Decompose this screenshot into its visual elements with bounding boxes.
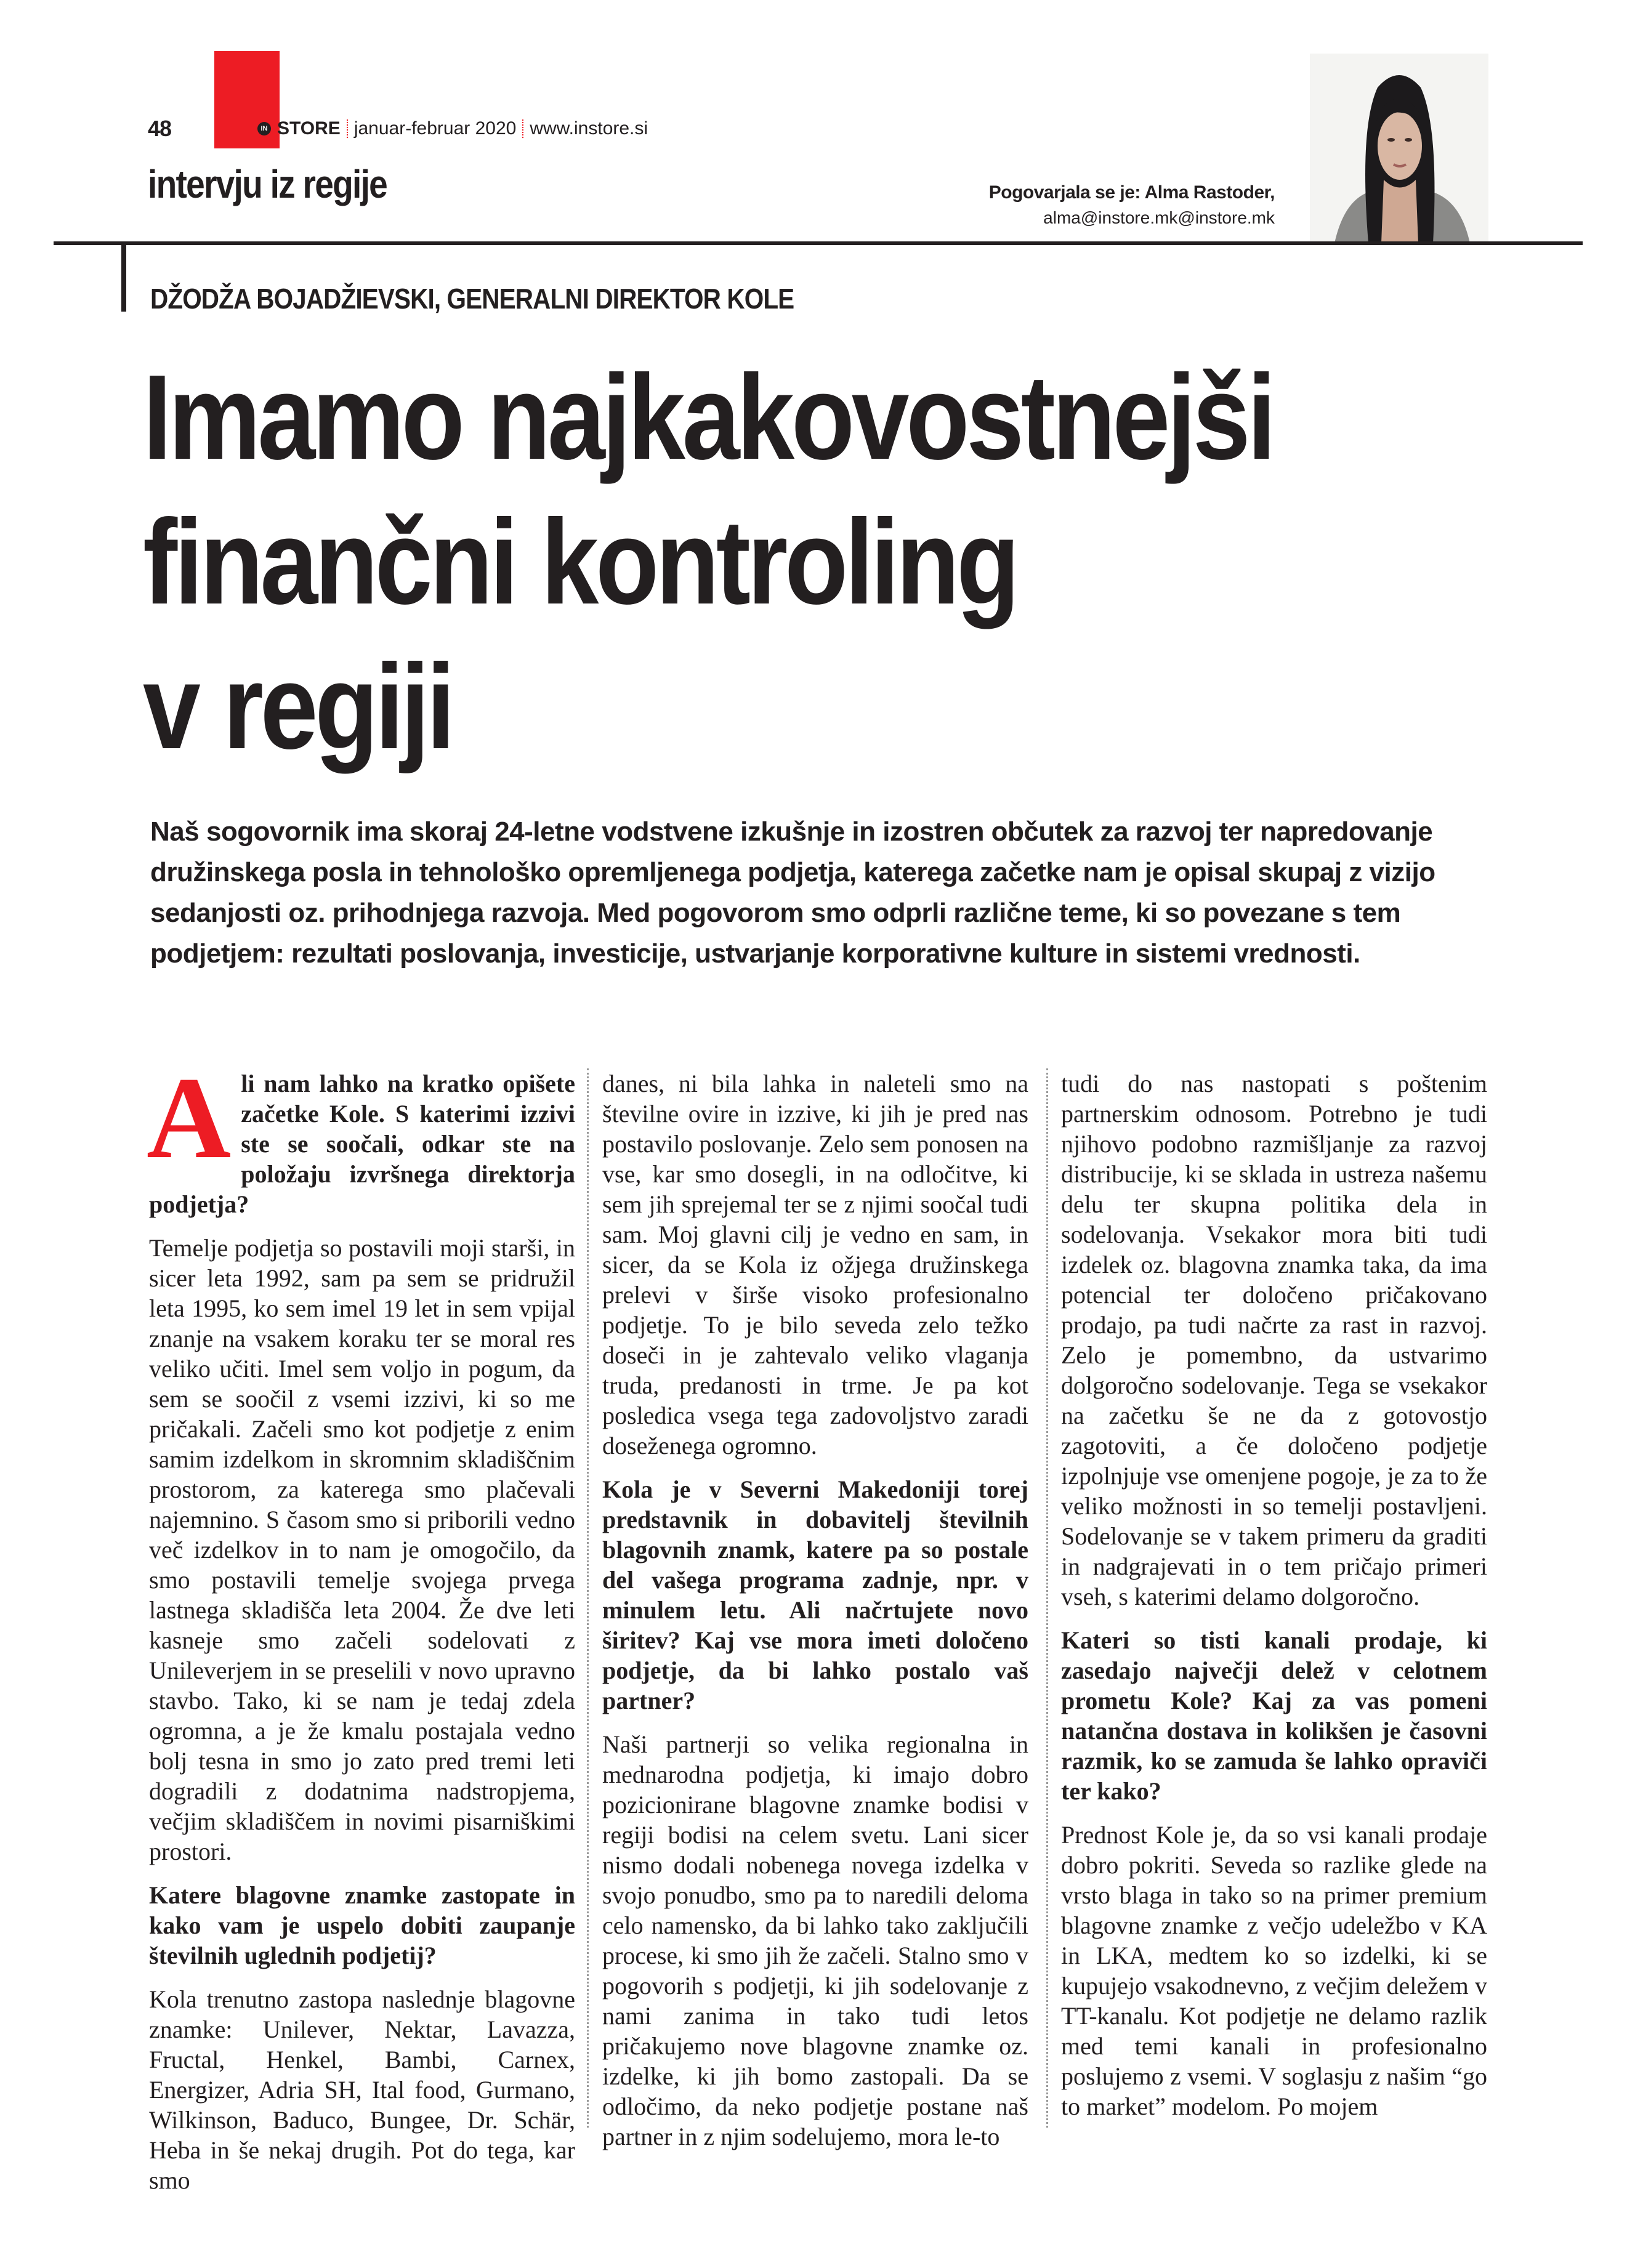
- interview-answer: Prednost Kole je, da so vsi kanali prodaje dobro pokriti. Seveda so razlike glede na vrsto blaga in tako so na primer premium blagovne znamke z večjo udeležbo v KA in LKA, medtem ko so izdelki, ki se kupujejo vsakodnevno, z večjim deležem v TT-kanalu. Kot podjetje ne delamo razlik med temi kanali in profesionalno poslujemo z vsemi. V soglasju z našim “go to market” modelom. Po mojem: [1061, 1821, 1487, 2120]
- article-lead: Naš sogovornik ima skoraj 24-letne vodstvene izkušnje in izostren občutek za razvoj ter napredovanje družinskega posla in tehnološko opremljenega podjetja, katerega začetke nam je opisal skupaj z vizijo sedanjosti oz. prihodnjega razvoja. Med pogovorom smo odprli različne teme, ki so povezane s tem podjetjem: rezultati poslovanja, investicije, ustvarjanje korporativne kulture in sistemi vrednosti.: [150, 817, 1435, 969]
- masthead: [257, 118, 648, 139]
- website-link[interactable]: www.instore.si: [530, 118, 648, 139]
- article-title: [143, 345, 1273, 779]
- article-column-3: [1061, 1068, 1487, 2134]
- column-divider: [1046, 1068, 1048, 2128]
- interview-answer: Temelje podjetja so postavili moji starši, in sicer leta 1992, sam pa sem se pridružil leta 1995, ko sem imel 19 let in sem vpijal znanje na vsakem koraku ter se moral res veliko učiti. Imel sem voljo in pogum, da sem se soočil z vsemi izzivi, ki so me pričakali. Začeli smo kot podjetje z enim samim izdelkom in skromnim skladiščnim prostorom, za katerega smo plačevali najemnino. S časom smo si priborili vedno več izdelkov in to nam je omogočilo, da smo postavili temelje svojega prvega lastnega skladišča leta 2004. Že dve leti kasneje smo začeli sodelovati z Unileverjem in se preselili v novo upravno stavbo. Tako, ki se nam je tedaj zdela ogromna, a je že kmalu postajala vedno bolj tesna in smo jo zato pred tremi leti dogradili z dodatnima nadstropjema, večjim skladiščem in novimi pisarniškimi prostori.: [149, 1234, 575, 1865]
- header-rule: [54, 241, 1583, 245]
- divider: [347, 119, 348, 138]
- logo-store-text: STORE: [277, 118, 341, 139]
- title-line: v regiji: [143, 639, 453, 774]
- interview-answer: danes, ni bila lahka in naleteli smo na številne ovire in izzive, ki jih je pred nas postavilo poslovanje. Zelo sem ponosen na vse, kar smo dosegli, in na odločitve, ki sem jih sprejemal ter se z njimi soočal tudi sam. Moj glavni cilj je vedno en sam, in sicer, da se Kola iz ožjega družinskega prelevi v širše visoko profesionalno podjetje. To je bilo seveda zelo težko doseči in je zahtevalo veliko vlaganja truda, predanosti in trme. Je pa kot posledica vsega tega zadovoljstvo zaradi doseženega ogromno.: [602, 1070, 1028, 1459]
- title-line: Imamo najkakovostnejši: [143, 350, 1274, 485]
- author-email[interactable]: alma@instore.mk@instore.mk: [1043, 208, 1275, 227]
- interview-answer: Naši partnerji so velika regionalna in mednarodna podjetja, ki imajo dobro pozicionirane blagovne znamke bodisi v regiji bodisi na celem svetu. Lani sicer nismo dodali nobenega novega izdelka v svojo ponudbo, smo pa to naredili deloma celo namensko, da bi lahko tako zaključili procese, ki smo jih že začeli. Stalno smo v pogovorih s podjetji, ki jih sodelovanje z nami zanima in tako tudi letos pričakujemo nove blagovne znamke oz. izdelke, ki jih bomo zastopali. Da se odločimo, da neko podjetje postane naš partner in z njim sodelujemo, mora le-to: [602, 1730, 1028, 2150]
- kicker-bar: [121, 244, 126, 312]
- interview-question: Kola je v Severni Makedoniji torej predstavnik in dobavitelj številnih blagovnih znamk, katere pa so postale del vašega programa zadnje, npr. v minulem letu. Ali načrtujete novo širitev? Kaj vse mora imeti določeno podjetje, da bi lahko postalo vaš partner?: [602, 1475, 1028, 1714]
- interview-question: li nam lahko na kratko opišete začetke Kole. S katerimi izzivi ste se soočali, odkar ste na položaju izvršnega direktorja podjetja?: [149, 1070, 575, 1218]
- interview-question: Kateri so tisti kanali prodaje, ki zasedajo največji delež v celotnem prometu Kole? Kaj za vas pomeni natančna dostava in kolikšen je časovni razmik, ko se zamuda še lahko opraviči ter kako?: [1061, 1626, 1487, 1805]
- title-line: finančni kontroling: [143, 494, 1017, 629]
- page-number: 48: [148, 116, 172, 141]
- instore-logo-icon: IN: [257, 122, 271, 135]
- drop-cap: A: [147, 1054, 232, 1183]
- section-title: intervju iz regije: [148, 162, 387, 206]
- article-column-1: [147, 1054, 575, 2194]
- column-divider: [587, 1068, 589, 2128]
- divider: [522, 119, 523, 138]
- article-kicker: DŽODŽA BOJADŽIEVSKI, GENERALNI DIREKTOR KOLE: [150, 283, 794, 315]
- author-photo: [1310, 54, 1488, 243]
- interview-question: Katere blagovne znamke zastopate in kako vam je uspelo dobiti zaupanje številnih uglednih podjetij?: [149, 1881, 575, 1969]
- issue-date: januar-februar 2020: [353, 118, 517, 139]
- article-column-2: [602, 1068, 1028, 2150]
- interview-answer: tudi do nas nastopati s poštenim partnerskim odnosom. Potrebno je tudi njihovo podobno razmišljanje za razvoj distribucije, ki se sklada in ustreza našemu delu ter skupna politika dela in sodelovanja. Vsekakor mora biti tudi izdelek oz. blagovna znamka taka, da ima potencial ter določeno pričakovano prodajo, pa tudi načrte za rast in razvoj. Zelo je pomembno, da ustvarimo dolgoročno sodelovanje. Tega se vsekakor na začetku še ne da z gotovostjo zagotoviti, a če določeno podjetje izpolnjuje vse omenjene pogoje, je za to že veliko možnosti in so temelji postavljeni. Sodelovanje se v takem primeru da graditi in nadgrajevati in o tem pričajo primeri vseh, s katerimi delamo dolgoročno.: [1061, 1070, 1487, 1610]
- interview-answer: Kola trenutno zastopa naslednje blagovne znamke: Unilever, Nektar, Lavazza, Fructal, Henkel, Bambi, Carnex, Energizer, Adria SH, Ital food, Gurmano, Wilkinson, Baduco, Bungee, Dr. Schär, Heba in še nekaj drugih. Pot do tega, kar smo: [149, 1985, 575, 2194]
- byline: Pogovarjala se je: Alma Rastoder,: [988, 182, 1275, 203]
